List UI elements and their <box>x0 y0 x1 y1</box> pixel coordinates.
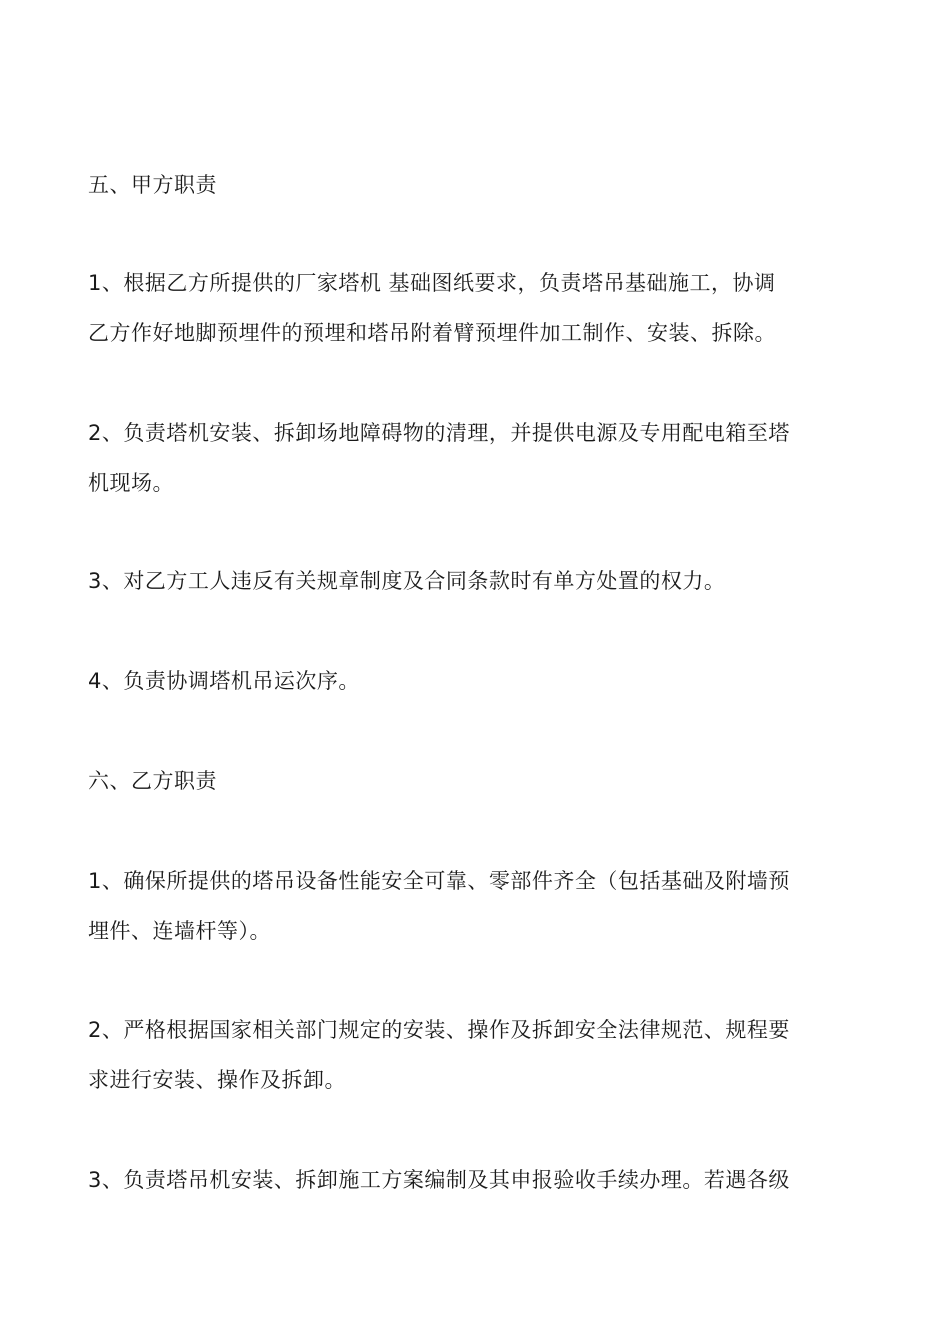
party-a-item-3 <box>88 556 868 606</box>
heading-text: 六、乙方职责 <box>88 769 217 793</box>
paragraph-line: 2、严格根据国家相关部门规定的安装、操作及拆卸安全法律规范、规程要 <box>88 1018 790 1042</box>
paragraph-line: 求进行安装、操作及拆卸。 <box>88 1068 346 1092</box>
section-heading-party-b <box>88 756 868 806</box>
party-b-item-1 <box>88 856 868 956</box>
paragraph-line: 3、对乙方工人违反有关规章制度及合同条款时有单方处置的权力。 <box>88 569 726 593</box>
paragraph-line: 埋件、连墙杆等）。 <box>88 919 271 943</box>
party-a-item-4 <box>88 656 868 706</box>
paragraph-line: 2、负责塔机安装、拆卸场地障碍物的清理，并提供电源及专用配电箱至塔 <box>88 421 790 445</box>
party-b-item-2 <box>88 1005 868 1105</box>
paragraph-line: 4、负责协调塔机吊运次序。 <box>88 669 360 693</box>
heading-text: 五、甲方职责 <box>88 173 217 197</box>
party-a-item-2 <box>88 408 868 508</box>
party-a-item-1 <box>88 258 868 358</box>
paragraph-line: 乙方作好地脚预埋件的预埋和塔吊附着臂预埋件加工制作、安装、拆除。 <box>88 321 776 345</box>
paragraph-line: 1、根据乙方所提供的厂家塔机 基础图纸要求，负责塔吊基础施工，协调 <box>88 271 776 295</box>
paragraph-line: 1、确保所提供的塔吊设备性能安全可靠、零部件齐全（包括基础及附墙预 <box>88 869 790 893</box>
paragraph-line: 3、负责塔吊机安装、拆卸施工方案编制及其申报验收手续办理。若遇各级 <box>88 1168 790 1192</box>
party-b-item-3 <box>88 1155 868 1205</box>
section-heading-party-a <box>88 160 868 210</box>
paragraph-line: 机现场。 <box>88 471 174 495</box>
